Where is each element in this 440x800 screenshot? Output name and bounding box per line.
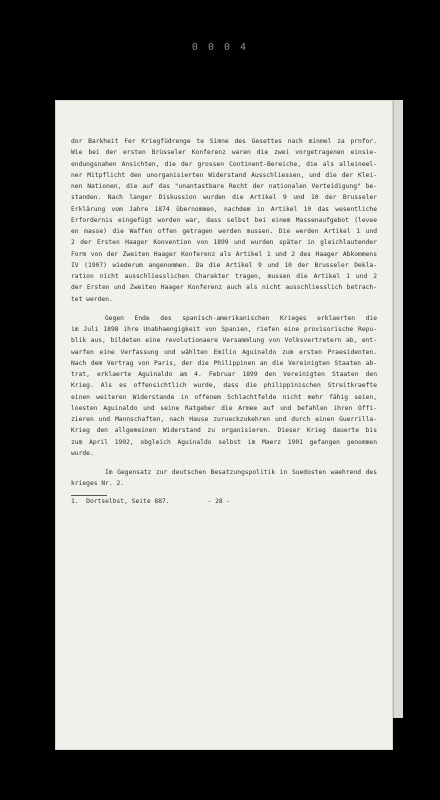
text-line: einen weiteren Widerstande in offenem Schlachtfelde nicht mehr fähig seien, bbox=[71, 393, 377, 401]
text-line: zum April 1902, obgleich Aguinaldo selbst im Maerz 1901 gefangen genommen bbox=[71, 438, 377, 446]
text-line: trat, erklaerte Aguinaldo am 4. Februar 1899 den Vereinigten Staaten den bbox=[71, 371, 377, 378]
paragraph-2 bbox=[71, 313, 377, 459]
text-line: IV (1907) wiederum angenommen. Da die Artikel 9 und 10 der Brusseler Dekla- bbox=[71, 261, 377, 269]
text-line: zieren und Mannschaften, nach Hause zurueckzukehren und durch einen Guerrilla- bbox=[71, 416, 377, 423]
text-line: Nach dem Vertrag von Paris, der die Philippinen an die Vereinigten Staaten ab- bbox=[71, 359, 377, 367]
paragraph-1 bbox=[71, 136, 377, 305]
text-line: en masse) die Waffen offen getragen werden mussen. Die werden Artikel 1 und bbox=[71, 228, 377, 235]
archive-page-number: 0 0 0 4 bbox=[191, 42, 249, 53]
document-page bbox=[55, 100, 393, 750]
text-line: Form von der Zweiten Haager Konferenz als Artikel 1 und 2 des Haager Abkommens bbox=[71, 250, 377, 258]
footnote-row bbox=[71, 496, 377, 507]
text-line: Krieg. Als es offensichtlich wurde, dass die philippinischen Streitkraefte bbox=[71, 382, 377, 390]
text-line: dor Barkheit Fer Kriegfüdrenge te Simne des Gesettes nach minmel za prnfor. bbox=[71, 138, 377, 145]
text-line: im Juli 1898 ihre Unabhaengigkeit von Spanien, riefen eine provisorische Repu- bbox=[71, 326, 377, 333]
footnote-text: 1. Dortselbst, Seite 887. bbox=[71, 497, 170, 505]
text-line: Krieg den allgemeinen Widerstand zu organisieren. Dieser Krieg dauerte bis bbox=[71, 427, 377, 435]
text-line: tet werden. bbox=[71, 295, 113, 303]
text-line: nen Nationen, die auf das "unantastbare Recht der nationalen Verteidigung" be- bbox=[71, 183, 377, 190]
text-line: Wie bei der ersten Brüsseler Konferenz waren die zwei vorgetragenen einsie- bbox=[71, 149, 377, 157]
text-line: warfen eine Verfassung und wählten Emilio Aguinaldo zum ersten Praesidenten. bbox=[71, 348, 377, 356]
document-body bbox=[71, 136, 377, 507]
text-line: wurde. bbox=[71, 449, 94, 457]
text-line: krieges Nr. 2. bbox=[71, 480, 125, 488]
text-line: ration nicht ausschliesslichen Charakter tragen, mussen die Artikel 1 und 2 bbox=[71, 273, 377, 280]
text-line: Erfordernis eingefügt worden war, dass selbst bei einem Massenaufgebot (levee bbox=[71, 216, 377, 224]
text-line: ner Mitpflicht den unorganisierten Widerstand Ausschliessen, und die der Klei- bbox=[71, 171, 377, 179]
paragraph-3 bbox=[71, 467, 377, 490]
text-line: standen. Nach langer Diskussion wurden die Artikel 9 und 10 der Brusseler bbox=[71, 194, 377, 202]
text-line: Im Gegensatz zur deutschen Besatzungspolitik in Suedosten waehrend des bbox=[105, 469, 377, 476]
text-line: Erklärung vom Jahre 1874 übernommen, nachdem in Artikel 10 das wesentliche bbox=[71, 205, 377, 213]
text-line: Gegen Ende des spanisch-amerikanischen Krieges erklaerten die bbox=[105, 314, 377, 322]
text-line: der Ersten und Zweiten Haager Konferenz auch als nicht ausschliesslich betrach- bbox=[71, 284, 377, 292]
text-line: endungsnahen Ansichten, die der grossen Continent-Bereiche, die als alleineel- bbox=[71, 160, 377, 168]
text-line: blik aus, bildeten eine revolutionaere Versammlung von Volksvertretern ab, ent- bbox=[71, 337, 377, 345]
page-edge bbox=[393, 100, 403, 718]
text-line: loesten Aguinaldo und seine Ratgeber die Armee auf und befahlen ihren Offi- bbox=[71, 404, 377, 412]
text-line: 2 der Ersten Haager Konvention von 1899 und wurden später in gleichlautender bbox=[71, 239, 377, 247]
page-marker: - 28 - bbox=[207, 497, 231, 505]
